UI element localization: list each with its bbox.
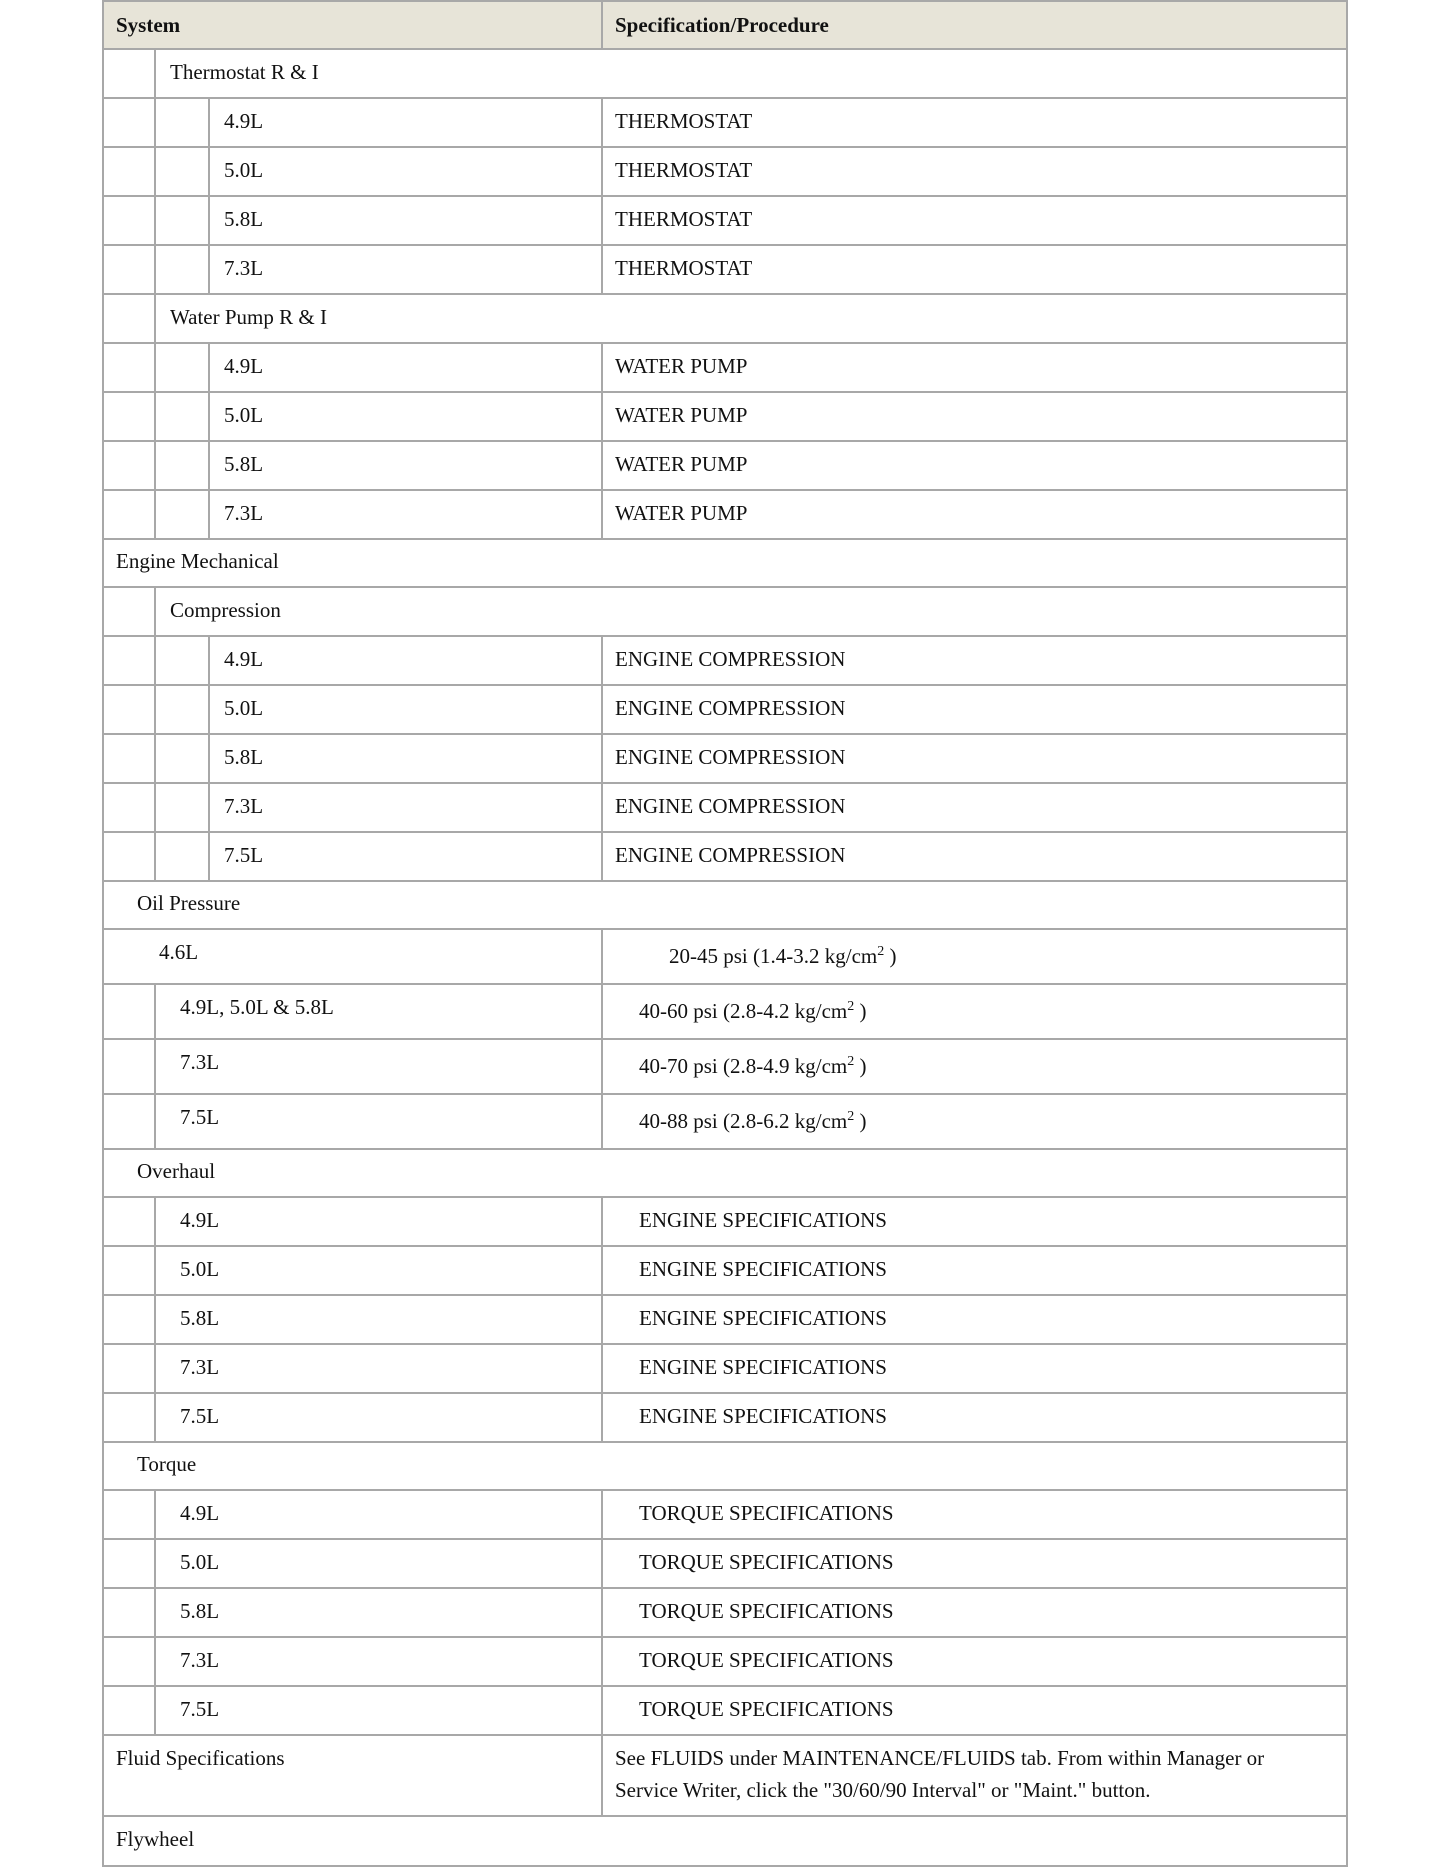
spec-cell: TORQUE SPECIFICATIONS <box>639 1550 894 1574</box>
engine-cell: 5.0L <box>224 403 264 427</box>
table-row <box>102 1296 1348 1345</box>
column-divider <box>154 295 156 342</box>
column-divider <box>154 833 156 880</box>
column-divider <box>601 930 603 983</box>
table-row <box>102 784 1348 833</box>
spec-value: 40-60 psi (2.8-4.2 kg/cm <box>639 999 848 1023</box>
spec-cell: TORQUE SPECIFICATIONS <box>639 1599 894 1623</box>
table-row <box>102 1040 1348 1095</box>
column-divider <box>601 784 603 831</box>
column-divider <box>601 985 603 1038</box>
spec-cell: ENGINE COMPRESSION <box>615 794 846 818</box>
engine-cell: 4.9L <box>224 109 264 133</box>
column-divider <box>601 1394 603 1441</box>
column-divider <box>601 1345 603 1392</box>
column-divider <box>208 637 210 684</box>
spec-cell <box>669 944 896 969</box>
column-divider <box>601 686 603 733</box>
engine-cell: 5.0L <box>224 696 264 720</box>
column-divider <box>154 197 156 244</box>
table-row <box>102 442 1348 491</box>
fluid-specifications-row <box>102 1736 1348 1817</box>
column-divider <box>208 197 210 244</box>
fluid-title: Fluid Specifications <box>116 1746 285 1770</box>
column-divider <box>208 148 210 195</box>
column-divider <box>601 833 603 880</box>
spec-cell <box>639 1109 866 1134</box>
overhaul-title: Overhaul <box>137 1159 216 1183</box>
column-divider <box>208 833 210 880</box>
table-row <box>102 985 1348 1040</box>
spec-cell: ENGINE SPECIFICATIONS <box>639 1355 887 1379</box>
column-divider <box>154 686 156 733</box>
spec-exponent: 2 <box>847 999 855 1014</box>
spec-value: 40-70 psi (2.8-4.9 kg/cm <box>639 1054 848 1078</box>
table-header <box>102 0 1348 50</box>
column-divider <box>154 588 156 635</box>
column-divider <box>154 1247 156 1294</box>
table-row <box>102 1589 1348 1638</box>
spec-cell: WATER PUMP <box>615 452 748 476</box>
engine-cell: 5.8L <box>180 1306 220 1330</box>
column-divider <box>601 1491 603 1538</box>
table-row <box>102 1638 1348 1687</box>
column-divider <box>208 246 210 293</box>
engine-cell: 5.0L <box>180 1257 220 1281</box>
torque-group-row <box>102 1443 1348 1491</box>
column-divider <box>601 442 603 489</box>
table-row <box>102 1687 1348 1736</box>
spec-cell: TORQUE SPECIFICATIONS <box>639 1648 894 1672</box>
spec-tail: ) <box>854 999 867 1023</box>
engine-cell: 7.3L <box>180 1355 220 1379</box>
column-divider <box>154 50 156 97</box>
column-divider <box>154 1491 156 1538</box>
engine-cell: 7.5L <box>180 1404 220 1428</box>
column-divider <box>154 344 156 391</box>
flywheel-title: Flywheel <box>116 1827 195 1851</box>
table-row <box>102 491 1348 540</box>
spec-cell <box>639 999 866 1024</box>
engine-mechanical-row <box>102 540 1348 588</box>
flywheel-row <box>102 1817 1348 1867</box>
spec-cell: THERMOSTAT <box>615 109 753 133</box>
spec-cell: WATER PUMP <box>615 403 748 427</box>
spec-tail: ) <box>884 944 897 968</box>
fluid-spec: See FLUIDS under MAINTENANCE/FLUIDS tab. From within Manager or Service Writer, click the "30/60/90 Interval" or "Maint." button. <box>615 1746 1265 1802</box>
column-divider <box>154 442 156 489</box>
engine-cell: 4.9L, 5.0L & 5.8L <box>180 995 334 1019</box>
column-divider <box>601 1736 603 1815</box>
column-divider <box>601 491 603 538</box>
column-divider <box>601 1540 603 1587</box>
column-divider <box>208 686 210 733</box>
spec-cell: THERMOSTAT <box>615 207 753 231</box>
spec-exponent: 2 <box>847 1054 855 1069</box>
spec-cell: ENGINE SPECIFICATIONS <box>639 1404 887 1428</box>
spec-cell: ENGINE COMPRESSION <box>615 647 846 671</box>
column-divider <box>154 1040 156 1093</box>
column-divider <box>154 1687 156 1734</box>
column-divider <box>154 491 156 538</box>
table-row <box>102 99 1348 148</box>
table-row <box>102 148 1348 197</box>
table-row <box>102 1394 1348 1443</box>
column-divider <box>154 148 156 195</box>
column-divider <box>208 735 210 782</box>
column-divider <box>154 1638 156 1685</box>
table-row <box>102 735 1348 784</box>
table-row <box>102 686 1348 735</box>
oil-pressure-group-row <box>102 882 1348 930</box>
spec-cell: ENGINE SPECIFICATIONS <box>639 1208 887 1232</box>
column-divider <box>601 1198 603 1245</box>
spec-cell: TORQUE SPECIFICATIONS <box>639 1697 894 1721</box>
table-row <box>102 1491 1348 1540</box>
engine-cell: 5.8L <box>180 1599 220 1623</box>
table-row <box>102 197 1348 246</box>
thermostat-title: Thermostat R & I <box>170 60 319 84</box>
compression-title: Compression <box>170 598 281 622</box>
column-divider <box>154 1589 156 1636</box>
engine-cell: 7.5L <box>224 843 264 867</box>
spec-table <box>102 0 1348 1867</box>
spec-value: 40-88 psi (2.8-6.2 kg/cm <box>639 1109 848 1133</box>
column-divider <box>601 2 603 48</box>
table-row <box>102 833 1348 882</box>
column-divider <box>154 1540 156 1587</box>
column-divider <box>208 393 210 440</box>
table-row <box>102 1247 1348 1296</box>
water_pump-title: Water Pump R & I <box>170 305 327 329</box>
engine-cell: 7.5L <box>180 1105 220 1129</box>
column-divider <box>601 246 603 293</box>
table-row <box>102 1345 1348 1394</box>
overhaul-group-row <box>102 1150 1348 1198</box>
spec-tail: ) <box>854 1054 867 1078</box>
engine-cell: 4.9L <box>180 1501 220 1525</box>
table-row <box>102 344 1348 393</box>
column-divider <box>208 99 210 146</box>
column-divider <box>601 1247 603 1294</box>
engine-cell: 7.3L <box>224 794 264 818</box>
engine-cell: 7.3L <box>224 256 264 280</box>
column-divider <box>154 637 156 684</box>
column-divider <box>154 1296 156 1343</box>
column-divider <box>208 491 210 538</box>
column-divider <box>208 442 210 489</box>
spec-cell: ENGINE COMPRESSION <box>615 745 846 769</box>
table-row <box>102 393 1348 442</box>
column-divider <box>154 99 156 146</box>
engine-cell: 5.8L <box>224 452 264 476</box>
column-divider <box>601 393 603 440</box>
header-spec: Specification/Procedure <box>615 13 829 37</box>
table-row <box>102 246 1348 295</box>
engine-cell: 4.9L <box>224 647 264 671</box>
engine-cell: 5.0L <box>224 158 264 182</box>
compression-group-row <box>102 588 1348 637</box>
engine-cell: 7.3L <box>180 1648 220 1672</box>
spec-exponent: 2 <box>877 944 885 959</box>
spec-cell: ENGINE COMPRESSION <box>615 696 846 720</box>
spec-cell: THERMOSTAT <box>615 158 753 182</box>
column-divider <box>601 197 603 244</box>
column-divider <box>601 1040 603 1093</box>
spec-cell: WATER PUMP <box>615 354 748 378</box>
engine-cell: 7.5L <box>180 1697 220 1721</box>
table-row <box>102 1540 1348 1589</box>
engine-cell: 5.8L <box>224 207 264 231</box>
engine-cell: 7.3L <box>224 501 264 525</box>
column-divider <box>601 1589 603 1636</box>
water_pump-group-row <box>102 295 1348 344</box>
spec-cell: WATER PUMP <box>615 501 748 525</box>
spec-value: 20-45 psi (1.4-3.2 kg/cm <box>669 944 878 968</box>
column-divider <box>601 344 603 391</box>
oil-pressure-title: Oil Pressure <box>137 891 241 915</box>
column-divider <box>601 148 603 195</box>
column-divider <box>154 735 156 782</box>
column-divider <box>601 1095 603 1148</box>
table-row <box>102 1198 1348 1247</box>
spec-cell: ENGINE SPECIFICATIONS <box>639 1306 887 1330</box>
engine-cell: 5.0L <box>180 1550 220 1574</box>
spec-cell: THERMOSTAT <box>615 256 753 280</box>
column-divider <box>601 637 603 684</box>
spec-cell: ENGINE COMPRESSION <box>615 843 846 867</box>
column-divider <box>154 784 156 831</box>
spec-exponent: 2 <box>847 1109 855 1124</box>
engine-cell: 5.8L <box>224 745 264 769</box>
header-system: System <box>116 13 181 37</box>
column-divider <box>154 246 156 293</box>
column-divider <box>601 1296 603 1343</box>
spec-cell <box>639 1054 866 1079</box>
engine-mechanical-title: Engine Mechanical <box>116 549 279 573</box>
engine-cell: 4.6L <box>159 940 199 964</box>
spec-cell: ENGINE SPECIFICATIONS <box>639 1257 887 1281</box>
engine-cell: 4.9L <box>180 1208 220 1232</box>
engine-cell: 7.3L <box>180 1050 220 1074</box>
column-divider <box>154 393 156 440</box>
column-divider <box>154 1394 156 1441</box>
column-divider <box>208 344 210 391</box>
column-divider <box>154 1198 156 1245</box>
column-divider <box>154 1345 156 1392</box>
column-divider <box>208 784 210 831</box>
column-divider <box>601 1687 603 1734</box>
torque-title: Torque <box>137 1452 197 1476</box>
column-divider <box>601 1638 603 1685</box>
column-divider <box>154 985 156 1038</box>
thermostat-group-row <box>102 50 1348 99</box>
spec-cell: TORQUE SPECIFICATIONS <box>639 1501 894 1525</box>
column-divider <box>154 1095 156 1148</box>
table-row <box>102 637 1348 686</box>
engine-cell: 4.9L <box>224 354 264 378</box>
spec-tail: ) <box>854 1109 867 1133</box>
column-divider <box>601 735 603 782</box>
table-row <box>102 930 1348 985</box>
table-row <box>102 1095 1348 1150</box>
column-divider <box>601 99 603 146</box>
